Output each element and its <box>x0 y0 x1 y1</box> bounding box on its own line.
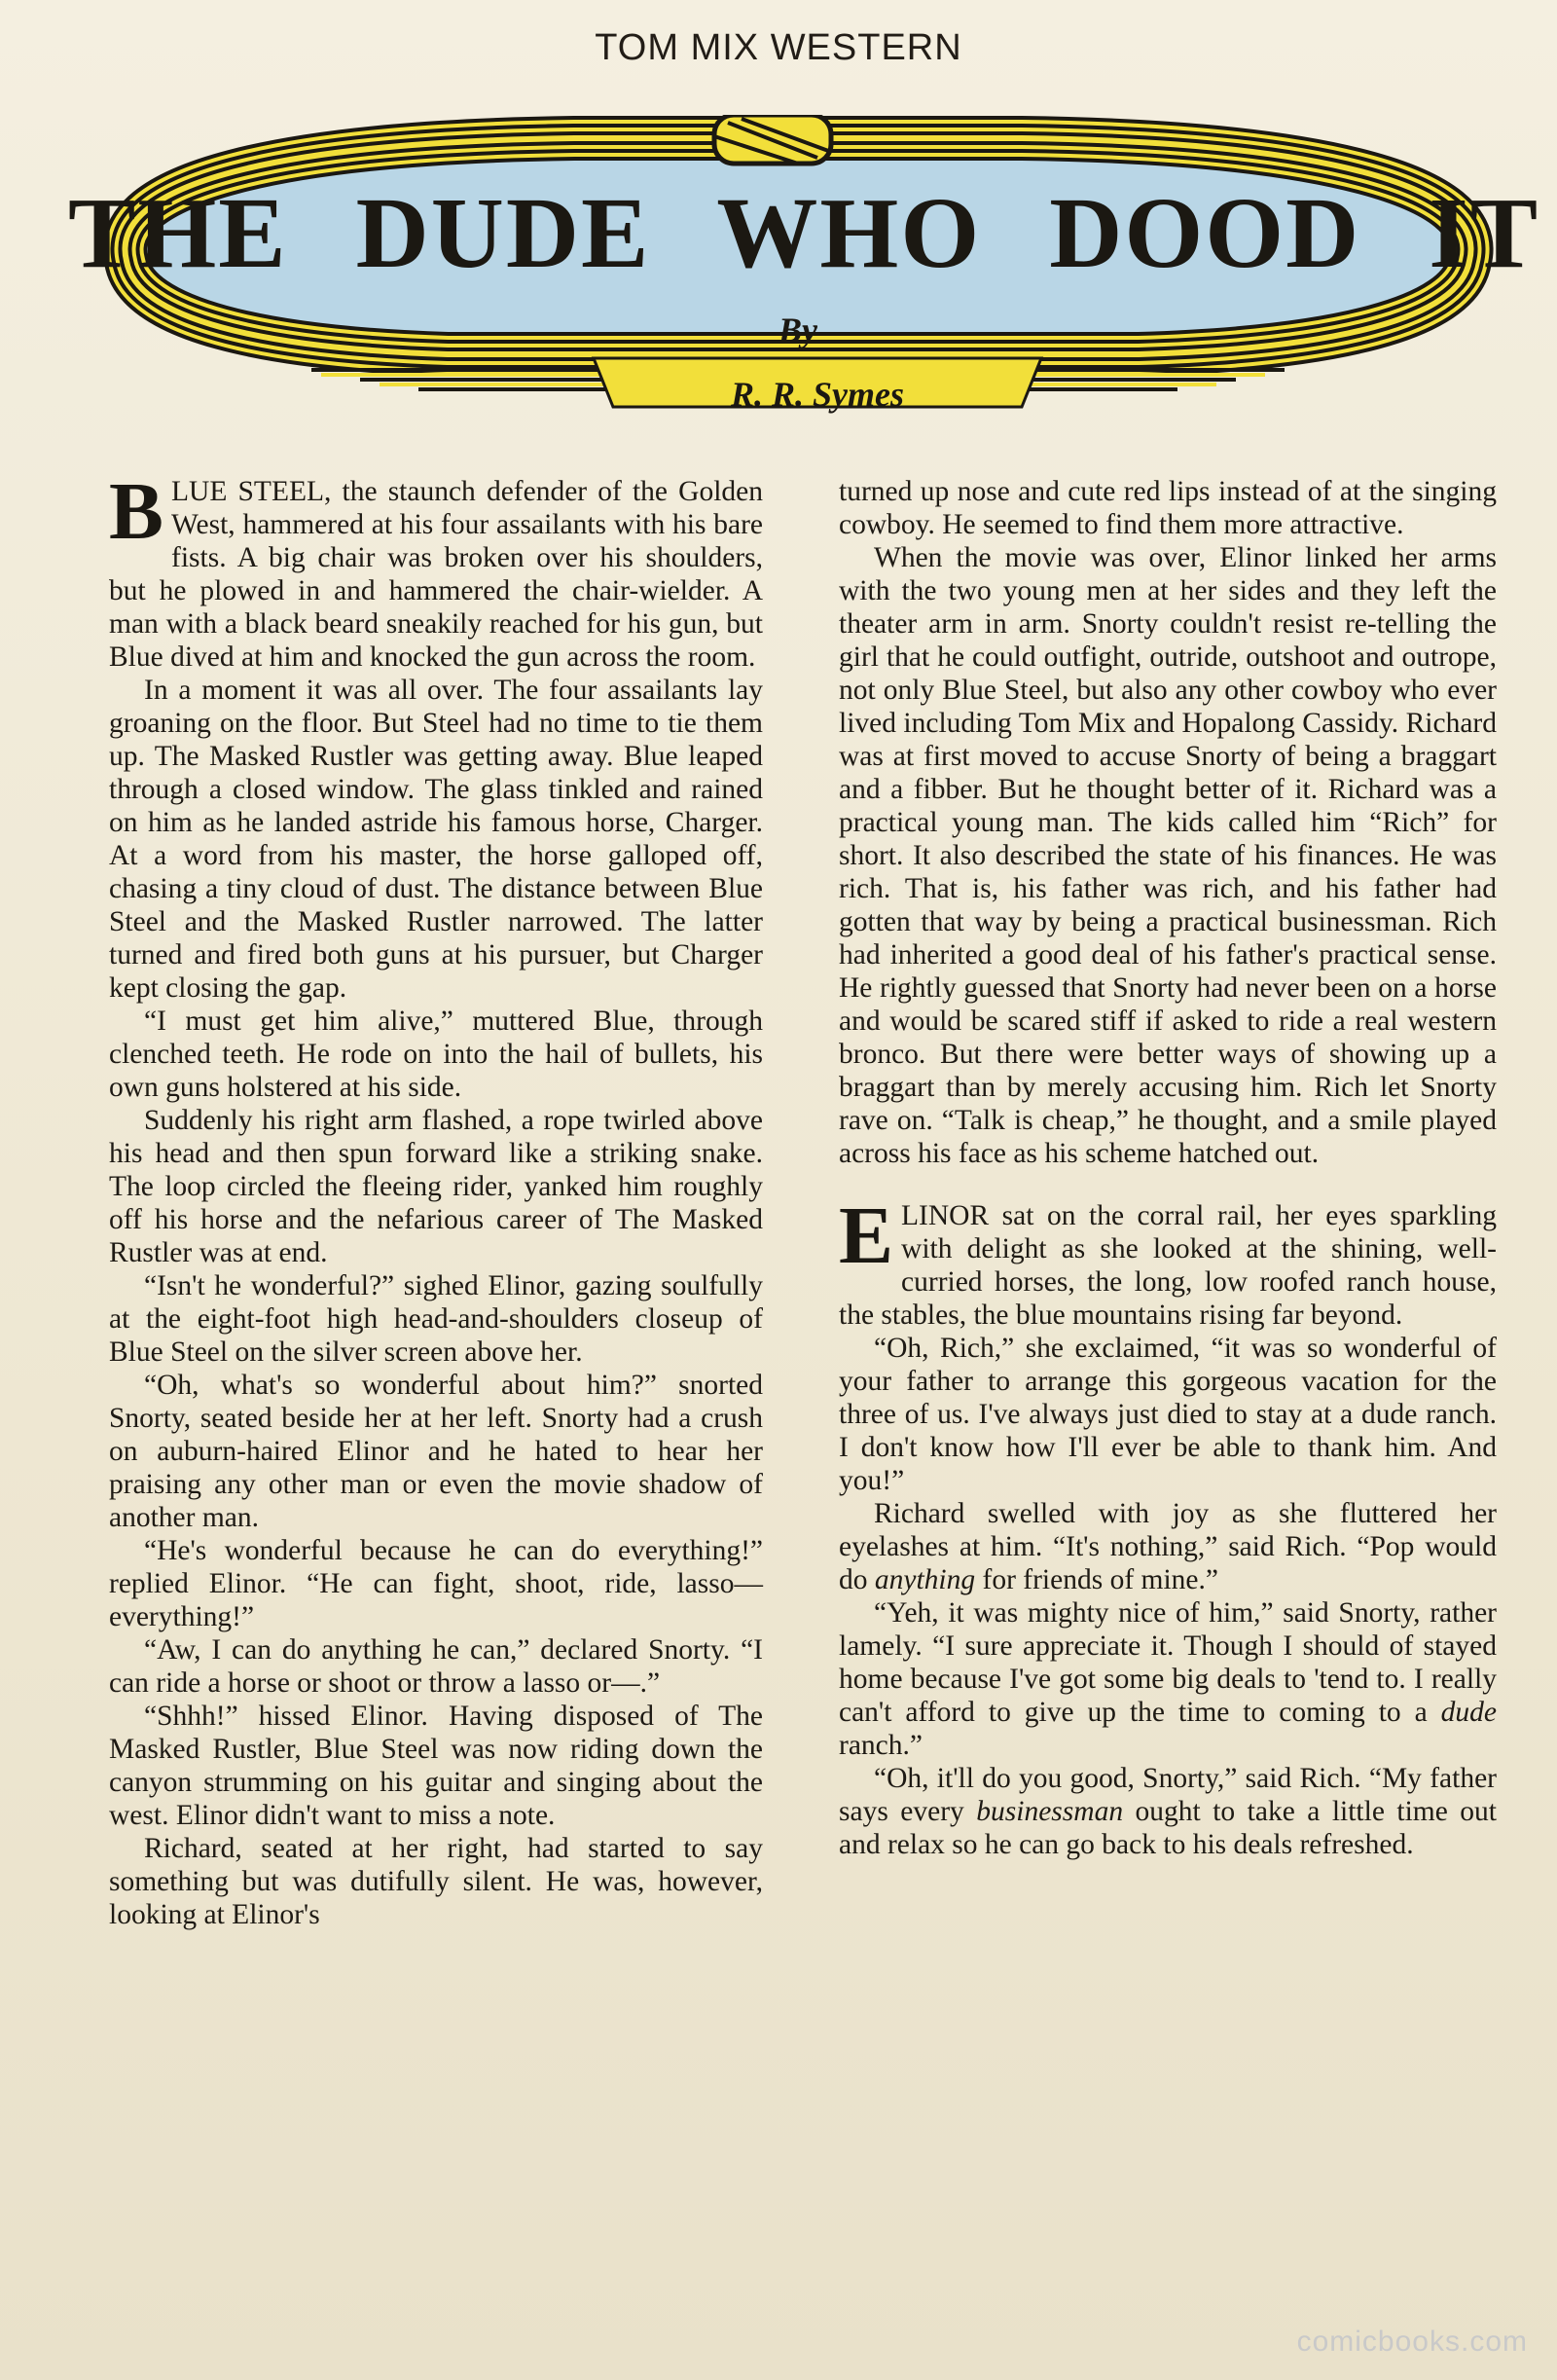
story-title: THE DUDE WHO DOOD IT <box>68 177 1540 289</box>
paragraph <box>109 466 763 674</box>
paragraph-text: LUE STEEL, the staunch defender of the Golden West, hammered at his four assailants with his bare fists. A big chair was broken over his shoulders, but he plowed in and hammered the chair-wielder. A man with a black beard sneakily reached for his gun, but Blue dived at him and knocked the gun across the room. <box>109 476 763 673</box>
paragraph: Richard, seated at her right, had started to say something but was dutifully silent. He was, however, looking at Elinor's <box>109 1833 763 1930</box>
italic-word: dude <box>1440 1697 1497 1728</box>
text-run: “Oh, it'll do you good, Snorty,” said Rich. “My father says every <box>839 1763 1497 1827</box>
right-column <box>839 475 1497 1861</box>
rope-knot <box>714 115 831 164</box>
title-banner <box>68 115 1540 426</box>
paragraph: “Oh, Rich,” she exclaimed, “it was so wonderful of your father to arrange this gorgeous vacation for the three of us. I've always just died to stay at a dude ranch. I don't know how I'll ever be able to thank him. And you!” <box>839 1333 1497 1496</box>
text-run: Richard swelled with joy as she fluttered her eyelashes at him. “It's nothing,” said Rich. “Pop would do <box>839 1498 1497 1595</box>
italic-word: businessman <box>976 1796 1124 1827</box>
paragraph: “I must get him alive,” muttered Blue, through clenched teeth. He rode on into the hail of bullets, his own guns holstered at his side. <box>109 1006 763 1103</box>
paragraph: turned up nose and cute red lips instead of at the singing cowboy. He seemed to find them more attractive. <box>839 476 1497 540</box>
text-run: ranch.” <box>839 1730 923 1761</box>
paragraph: “Shhh!” hissed Elinor. Having disposed of The Masked Rustler, Blue Steel was now riding down the canyon strumming on his guitar and singing about the west. Elinor didn't want to miss a note. <box>109 1701 763 1831</box>
left-column <box>109 466 763 1931</box>
paragraph <box>839 1596 1497 1762</box>
paragraph: When the movie was over, Elinor linked her arms with the two young men at her sides and they left the theater arm in arm. Snorty couldn't resist re-telling the girl that he could outfight, outride, outshoot and outrope, not only Blue Steel, but also any other cowboy who ever lived including Tom Mix and Hopalong Cassidy. Richard was at first moved to accuse Snorty of being a braggart and a fibber. But he thought better of it. Richard was a practical young man. The kids called him “Rich” for short. It also described the state of his finances. He was rich. That is, his father was rich, and his father had gotten that way by being a practical businessman. Rich had inherited a good deal of his father's practical sense. He rightly guessed that Snorty had never been on a horse and would be scared stiff if asked to ride a real western bronco. But there were better ways of showing up a braggart than by merely accusing him. Rich let Snorty rave on. “Talk is cheap,” he thought, and a smile played across his face as his scheme hatched out. <box>839 542 1497 1169</box>
drop-cap: B <box>109 466 164 557</box>
running-head: TOM MIX WESTERN <box>595 27 962 68</box>
text-run: ought to take a little time out and relax so he can go back to his deals refreshed. <box>839 1796 1497 1860</box>
author-name: R. R. Symes <box>730 375 904 414</box>
text-run: for friends of mine.” <box>975 1564 1218 1595</box>
paragraph-text: LINOR sat on the corral rail, her eyes sparkling with delight as she looked at the shining, well-curried horses, the long, low roofed ranch house, the stables, the blue mountains rising far beyond. <box>839 1200 1497 1331</box>
drop-cap: E <box>839 1190 894 1281</box>
paragraph <box>839 1497 1497 1596</box>
watermark: comicbooks.com <box>1296 2325 1528 2358</box>
paragraph: “Aw, I can do anything he can,” declared Snorty. “I can ride a horse or shoot or throw a lasso or—.” <box>109 1634 763 1699</box>
paragraph <box>839 1762 1497 1861</box>
paragraph: “Isn't he wonderful?” sighed Elinor, gazing soulfully at the eight-foot high head-and-shoulders closeup of Blue Steel on the silver screen above her. <box>109 1270 763 1368</box>
paragraph: “Oh, what's so wonderful about him?” snorted Snorty, seated beside her at her left. Snorty had a crush on auburn-haired Elinor and he hated to hear her praising any other man or even the movie shadow of another man. <box>109 1370 763 1533</box>
paragraph <box>839 1190 1497 1332</box>
paragraph: In a moment it was all over. The four assailants lay groaning on the floor. But Steel had no time to tie them up. The Masked Rustler was getting away. Blue leaped through a closed window. The glass tinkled and rained on him as he landed astride his famous horse, Charger. At a word from his master, the horse galloped off, chasing a tiny cloud of dust. The distance between Blue Steel and the Masked Rustler narrowed. The latter turned and fired both guns at his pursuer, but Charger kept closing the gap. <box>109 675 763 1004</box>
paragraph: Suddenly his right arm flashed, a rope twirled above his head and then spun forward like a striking snake. The loop circled the fleeing rider, yanked him roughly off his horse and the nefarious career of The Masked Rustler was at end. <box>109 1105 763 1268</box>
text-run: “Yeh, it was mighty nice of him,” said Snorty, rather lamely. “I sure appreciate it. Though I should of stayed home because I've got some big deals to 'tend to. I really can't afford to give up the time to coming to a <box>839 1597 1497 1728</box>
byline-by: By <box>778 311 817 349</box>
italic-word: anything <box>874 1564 976 1595</box>
paragraph: “He's wonderful because he can do everything!” replied Elinor. “He can fight, shoot, ride, lasso—everything!” <box>109 1535 763 1632</box>
